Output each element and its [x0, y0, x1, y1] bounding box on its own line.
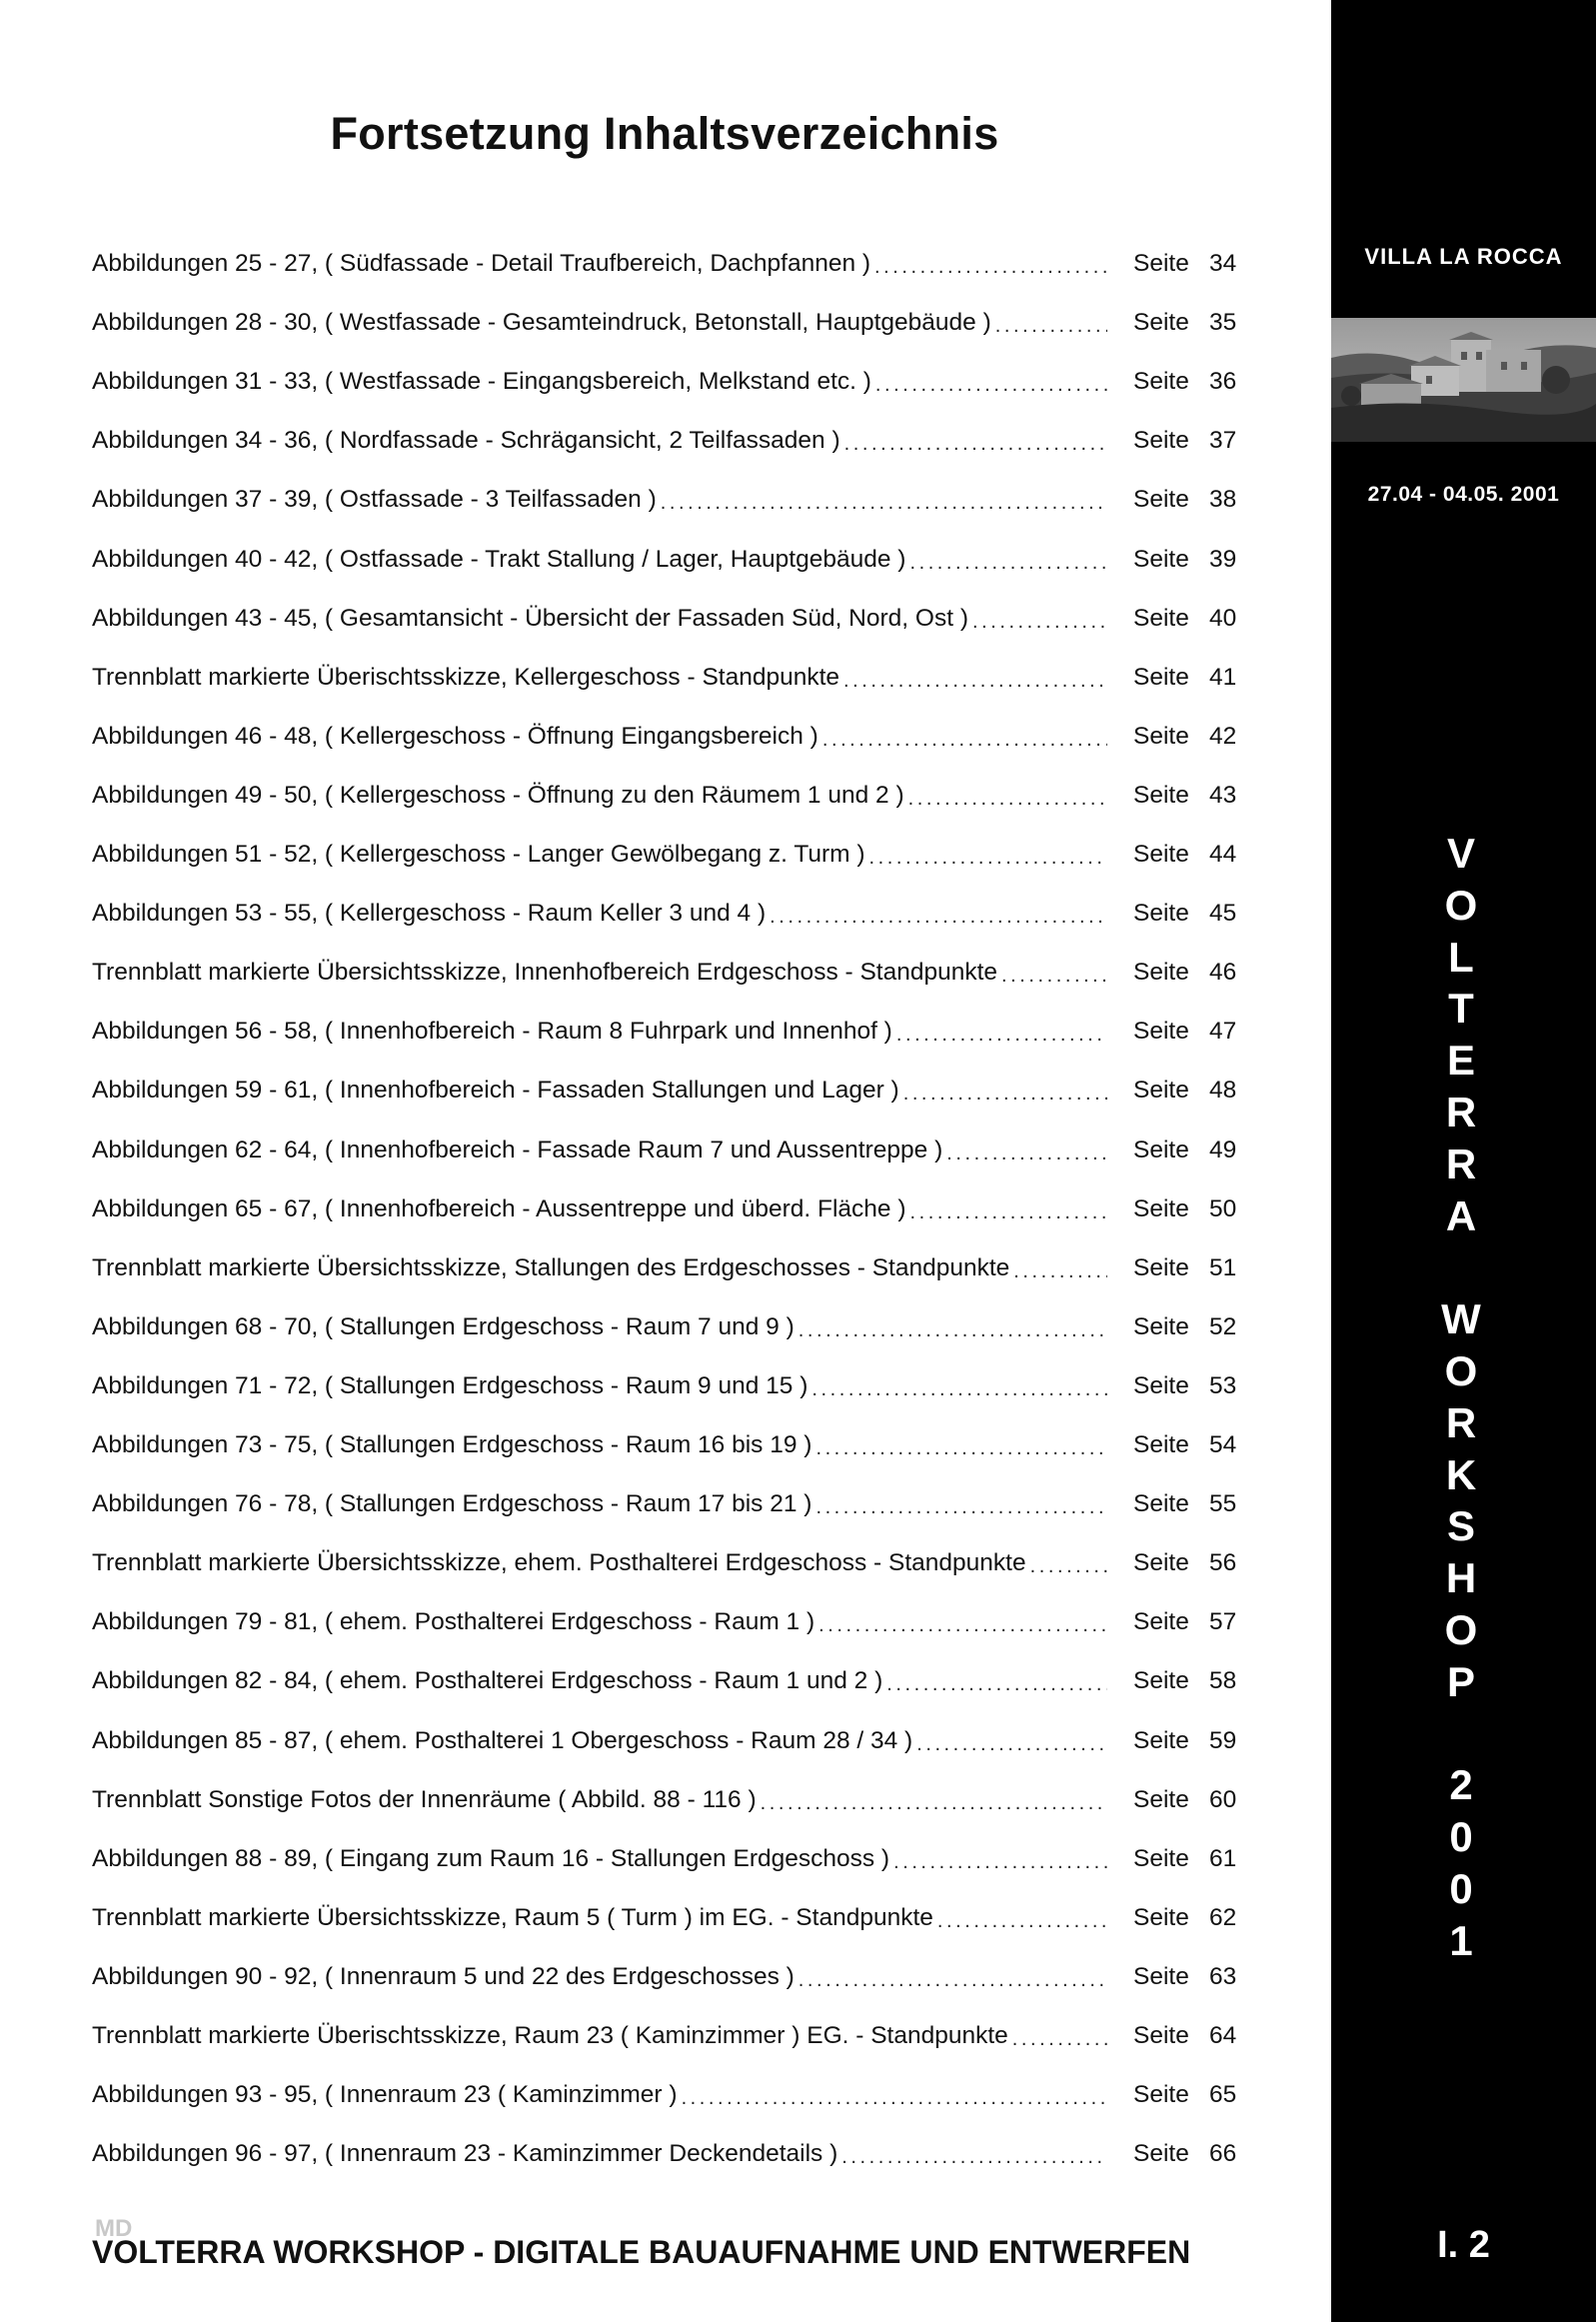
toc-entry-text: Abbildungen 59 - 61, ( Innenhofbereich - Fassaden Stallungen und Lager )	[92, 1077, 899, 1104]
toc-seite-label: Seite	[1133, 1845, 1189, 1872]
toc-row	[92, 1425, 1241, 1465]
toc-seite-label: Seite	[1133, 1608, 1189, 1635]
toc-entry-area	[92, 1018, 1111, 1046]
toc-seite-label: Seite	[1133, 841, 1189, 868]
vertical-letter: P	[1446, 1658, 1475, 1705]
dot-leader	[910, 1201, 1108, 1224]
toc-page-number: 44	[1209, 841, 1237, 868]
toc-seite-label: Seite	[1133, 427, 1189, 454]
vertical-letter: S	[1446, 1502, 1475, 1549]
toc-entry-area	[92, 368, 1111, 396]
toc-row	[92, 1898, 1241, 1938]
dot-leader	[811, 1378, 1107, 1401]
dot-leader	[908, 788, 1107, 811]
toc-row	[92, 1721, 1241, 1761]
toc-entry-area	[92, 1667, 1111, 1695]
toc-entry-text: Abbildungen 85 - 87, ( ehem. Posthalterei 1 Obergeschoss - Raum 28 / 34 )	[92, 1727, 913, 1754]
toc-entry-text: Abbildungen 37 - 39, ( Ostfassade - 3 Teilfassaden )	[92, 486, 657, 513]
toc-page-number: 37	[1209, 427, 1237, 454]
toc-entry-text: Trennblatt markierte Übersichtsskizze, ehem. Posthalterei Erdgeschoss - Standpunkte	[92, 1549, 1026, 1576]
toc-entry-area	[92, 1077, 1111, 1105]
dot-leader	[798, 1319, 1107, 1342]
toc-entry-area	[92, 1549, 1111, 1577]
toc-row	[92, 480, 1241, 520]
toc-seite-label: Seite	[1133, 1904, 1189, 1931]
vertical-letter: A	[1445, 1192, 1477, 1239]
toc-entry-area	[92, 1845, 1111, 1873]
toc-entry-area	[92, 427, 1111, 455]
toc-page-number: 38	[1209, 486, 1237, 513]
toc-entry-area	[92, 1372, 1111, 1400]
vertical-letter: 0	[1449, 1865, 1473, 1912]
workshop-dates: 27.04 - 04.05. 2001	[1367, 483, 1560, 506]
dot-leader	[937, 1910, 1107, 1933]
toc-entry-area	[92, 723, 1111, 751]
toc-entry-text: Abbildungen 88 - 89, ( Eingang zum Raum 16 - Stallungen Erdgeschoss )	[92, 1845, 890, 1872]
toc-entry-text: Abbildungen 73 - 75, ( Stallungen Erdgeschoss - Raum 16 bis 19 )	[92, 1431, 812, 1458]
toc-row	[92, 1661, 1241, 1701]
toc-page-number: 64	[1209, 2022, 1237, 2049]
toc-page-number: 54	[1209, 1431, 1237, 1458]
toc-page-number: 55	[1209, 1490, 1237, 1517]
toc-row	[92, 1131, 1241, 1170]
toc-row	[92, 1071, 1241, 1111]
dot-leader	[1001, 965, 1107, 988]
toc-row	[92, 362, 1241, 402]
toc-row	[92, 894, 1241, 934]
toc-page-number: 42	[1209, 723, 1237, 750]
toc-seite-label: Seite	[1133, 723, 1189, 750]
toc-entry-text: Trennblatt Sonstige Fotos der Innenräume ( Abbild. 88 - 116 )	[92, 1786, 757, 1813]
toc-page-number: 45	[1209, 900, 1237, 927]
vertical-letter: R	[1445, 1089, 1477, 1136]
toc-page-number: 36	[1209, 368, 1237, 395]
toc-seite-label: Seite	[1133, 1313, 1189, 1340]
dot-leader	[770, 906, 1107, 929]
toc-entry-text: Abbildungen 34 - 36, ( Nordfassade - Schrägansicht, 2 Teilfassaden )	[92, 427, 840, 454]
vertical-letter: L	[1448, 934, 1474, 981]
md-mark: MD	[95, 2215, 133, 2242]
vertical-letter: R	[1445, 1141, 1477, 1187]
toc-row	[92, 2075, 1241, 2115]
toc-page-number: 46	[1209, 959, 1237, 986]
toc-entry-text: Abbildungen 93 - 95, ( Innenraum 23 ( Kaminzimmer )	[92, 2081, 678, 2108]
toc-entry-text: Abbildungen 25 - 27, ( Südfassade - Detail Traufbereich, Dachpfannen )	[92, 250, 871, 277]
toc-entry-text: Trennblatt markierte Übersichtsskizze, Raum 5 ( Turm ) im EG. - Standpunkte	[92, 1904, 933, 1931]
toc-entry-text: Abbildungen 28 - 30, ( Westfassade - Gesamteindruck, Betonstall, Hauptgebäude )	[92, 309, 991, 336]
toc-entry-area	[92, 486, 1111, 514]
toc-seite-label: Seite	[1133, 664, 1189, 691]
dot-leader	[761, 1792, 1107, 1815]
toc-entry-area	[92, 1431, 1111, 1459]
toc-page-number: 34	[1209, 250, 1237, 277]
dot-leader	[818, 1614, 1107, 1637]
dot-leader	[822, 729, 1107, 752]
vertical-letter: O	[1444, 1606, 1478, 1653]
toc-page-number: 57	[1209, 1608, 1237, 1635]
toc-seite-label: Seite	[1133, 486, 1189, 513]
toc-entry-text: Abbildungen 43 - 45, ( Gesamtansicht - Übersicht der Fassaden Süd, Nord, Ost )	[92, 605, 968, 632]
toc-page-number: 49	[1209, 1137, 1237, 1163]
toc-entry-area	[92, 2140, 1111, 2168]
toc-seite-label: Seite	[1133, 1137, 1189, 1163]
dot-leader	[682, 2087, 1107, 2110]
toc-seite-label: Seite	[1133, 1195, 1189, 1222]
toc-entry-text: Trennblatt markierte Überischtsskizze, Raum 23 ( Kaminzimmer ) EG. - Standpunkte	[92, 2022, 1008, 2049]
toc-entry-text: Abbildungen 96 - 97, ( Innenraum 23 - Kaminzimmer Deckendetails )	[92, 2140, 838, 2167]
dot-leader	[909, 552, 1107, 575]
toc-seite-label: Seite	[1133, 1727, 1189, 1754]
toc-entry-text: Abbildungen 31 - 33, ( Westfassade - Eingangsbereich, Melkstand etc. )	[92, 368, 871, 395]
toc-row	[92, 1248, 1241, 1288]
toc-entry-text: Trennblatt markierte Übersichtsskizze, Stallungen des Erdgeschosses - Standpunkte	[92, 1254, 1010, 1281]
toc-entry-area	[92, 1254, 1111, 1282]
toc-page-number: 59	[1209, 1727, 1237, 1754]
toc-row	[92, 776, 1241, 816]
toc-seite-label: Seite	[1133, 2140, 1189, 2167]
dot-leader	[1012, 2028, 1107, 2051]
toc-page-number: 48	[1209, 1077, 1237, 1104]
dot-leader	[886, 1673, 1107, 1696]
toc-entry-area	[92, 1137, 1111, 1164]
toc-entry-text: Abbildungen 53 - 55, ( Kellergeschoss - Raum Keller 3 und 4 )	[92, 900, 767, 927]
toc-entry-text: Abbildungen 56 - 58, ( Innenhofbereich - Raum 8 Fuhrpark und Innenhof )	[92, 1018, 892, 1045]
toc-row	[92, 717, 1241, 757]
toc-entry-text: Abbildungen 40 - 42, ( Ostfassade - Trakt Stallung / Lager, Hauptgebäude )	[92, 546, 906, 573]
toc-entry-area	[92, 1490, 1111, 1518]
toc-entry-text: Abbildungen 71 - 72, ( Stallungen Erdgeschoss - Raum 9 und 15 )	[92, 1372, 808, 1399]
toc-page-number: 58	[1209, 1667, 1237, 1694]
toc-row	[92, 2134, 1241, 2174]
toc-seite-label: Seite	[1133, 1254, 1189, 1281]
page-number: I. 2	[1437, 2224, 1490, 2266]
vertical-letter: E	[1446, 1037, 1475, 1084]
toc-entry-text: Abbildungen 51 - 52, ( Kellergeschoss - Langer Gewölbegang z. Turm )	[92, 841, 865, 868]
toc-entry-text: Trennblatt markierte Überischtsskizze, Kellergeschoss - Standpunkte	[92, 664, 840, 691]
toc-page-number: 65	[1209, 2081, 1237, 2108]
toc-entry-area	[92, 2081, 1111, 2109]
toc-entry-area	[92, 1608, 1111, 1636]
vertical-letter: 2	[1449, 1761, 1473, 1808]
vertical-letter: T	[1448, 985, 1474, 1032]
vertical-letter: O	[1444, 1347, 1478, 1394]
dot-leader	[946, 1143, 1107, 1165]
toc-entry-area	[92, 309, 1111, 337]
toc-row	[92, 1484, 1241, 1524]
vertical-letter: V	[1446, 830, 1475, 877]
toc-page-number: 39	[1209, 546, 1237, 573]
dot-leader	[815, 1437, 1107, 1460]
dot-leader	[869, 847, 1107, 870]
vertical-letter: O	[1444, 882, 1478, 929]
toc-row	[92, 1012, 1241, 1052]
dot-leader	[841, 2146, 1107, 2169]
toc-seite-label: Seite	[1133, 1549, 1189, 1576]
toc-page-number: 56	[1209, 1549, 1237, 1576]
toc-entry-text: Abbildungen 79 - 81, ( ehem. Posthalterei Erdgeschoss - Raum 1 )	[92, 1608, 815, 1635]
dot-leader	[874, 256, 1107, 279]
toc-entry-text: Abbildungen 68 - 70, ( Stallungen Erdgeschoss - Raum 7 und 9 )	[92, 1313, 795, 1340]
toc-seite-label: Seite	[1133, 250, 1189, 277]
toc-page-number: 43	[1209, 782, 1237, 809]
toc-seite-label: Seite	[1133, 1372, 1189, 1399]
toc-row	[92, 599, 1241, 639]
dot-leader	[1013, 1260, 1107, 1283]
villa-photo	[1331, 318, 1596, 442]
toc-row	[92, 835, 1241, 875]
toc-entry-area	[92, 250, 1111, 278]
toc-entry-area	[92, 900, 1111, 928]
toc-page-number: 41	[1209, 664, 1237, 691]
dot-leader	[661, 492, 1107, 515]
toc-seite-label: Seite	[1133, 1786, 1189, 1813]
toc-seite-label: Seite	[1133, 309, 1189, 336]
toc-row	[92, 1189, 1241, 1229]
toc-row	[92, 953, 1241, 993]
toc-page-number: 61	[1209, 1845, 1237, 1872]
toc-page-number: 53	[1209, 1372, 1237, 1399]
toc-page-number: 62	[1209, 1904, 1237, 1931]
toc-entry-area	[92, 546, 1111, 574]
dot-leader	[893, 1851, 1107, 1874]
toc-entry-area	[92, 1963, 1111, 1991]
toc-entry-area	[92, 1313, 1111, 1341]
toc-seite-label: Seite	[1133, 1963, 1189, 1990]
toc-row	[92, 1957, 1241, 1997]
toc-entry-area	[92, 1195, 1111, 1223]
dot-leader	[916, 1733, 1107, 1756]
toc-row	[92, 540, 1241, 580]
toc-seite-label: Seite	[1133, 1018, 1189, 1045]
dot-leader	[896, 1024, 1107, 1047]
toc-entry-text: Abbildungen 46 - 48, ( Kellergeschoss - Öffnung Eingangsbereich )	[92, 723, 818, 750]
toc-seite-label: Seite	[1133, 605, 1189, 632]
toc-entry-area	[92, 1904, 1111, 1932]
toc-entry-text: Abbildungen 49 - 50, ( Kellergeschoss - Öffnung zu den Räumem 1 und 2 )	[92, 782, 904, 809]
toc-page-number: 35	[1209, 309, 1237, 336]
toc-seite-label: Seite	[1133, 546, 1189, 573]
toc-entry-area	[92, 959, 1111, 987]
toc-entry-area	[92, 1727, 1111, 1755]
toc-entry-area	[92, 841, 1111, 869]
footer-title: VOLTERRA WORKSHOP - DIGITALE BAUAUFNAHME UND ENTWERFEN	[92, 2234, 1191, 2270]
toc-row	[92, 1366, 1241, 1406]
toc-row	[92, 1307, 1241, 1347]
toc-row	[92, 421, 1241, 461]
toc-entry-text: Abbildungen 82 - 84, ( ehem. Posthalterei Erdgeschoss - Raum 1 und 2 )	[92, 1667, 883, 1694]
toc-entry-area	[92, 1786, 1111, 1814]
vertical-letter: 0	[1449, 1813, 1473, 1860]
vertical-letter: W	[1441, 1295, 1481, 1342]
toc-page-number: 50	[1209, 1195, 1237, 1222]
sidebar-title: VILLA LA ROCCA	[1364, 244, 1563, 269]
toc-entry-area	[92, 782, 1111, 810]
toc-row	[92, 1543, 1241, 1583]
vertical-letter: H	[1445, 1554, 1477, 1601]
page-title: Fortsetzung Inhaltsverzeichnis	[330, 108, 999, 159]
vertical-letter: K	[1445, 1451, 1477, 1498]
toc-seite-label: Seite	[1133, 1077, 1189, 1104]
dot-leader	[875, 374, 1107, 397]
toc-page-number: 47	[1209, 1018, 1237, 1045]
toc-row	[92, 1839, 1241, 1879]
toc-seite-label: Seite	[1133, 782, 1189, 809]
toc-page-number: 52	[1209, 1313, 1237, 1340]
dot-leader	[995, 315, 1107, 338]
toc-page-number: 66	[1209, 2140, 1237, 2167]
toc-row	[92, 303, 1241, 343]
toc-row	[92, 1780, 1241, 1820]
toc-row	[92, 1602, 1241, 1642]
toc-row	[92, 658, 1241, 698]
toc-entry-text: Abbildungen 65 - 67, ( Innenhofbereich - Aussentreppe und überd. Fläche )	[92, 1195, 906, 1222]
toc-entry-text: Trennblatt markierte Übersichtsskizze, Innenhofbereich Erdgeschoss - Standpunkte	[92, 959, 998, 986]
dot-leader	[1030, 1555, 1107, 1578]
toc-seite-label: Seite	[1133, 1667, 1189, 1694]
toc-seite-label: Seite	[1133, 1490, 1189, 1517]
toc-seite-label: Seite	[1133, 900, 1189, 927]
toc-seite-label: Seite	[1133, 1431, 1189, 1458]
vertical-letter: 1	[1449, 1917, 1473, 1964]
dot-leader	[844, 433, 1107, 456]
dot-leader	[903, 1083, 1107, 1106]
dot-leader	[798, 1969, 1107, 1992]
toc-page-number: 51	[1209, 1254, 1237, 1281]
toc-seite-label: Seite	[1133, 959, 1189, 986]
toc-entry-text: Abbildungen 62 - 64, ( Innenhofbereich - Fassade Raum 7 und Aussentreppe )	[92, 1137, 943, 1163]
dot-leader	[815, 1496, 1107, 1519]
toc-seite-label: Seite	[1133, 2081, 1189, 2108]
toc-row	[92, 2016, 1241, 2056]
toc-entry-area	[92, 605, 1111, 633]
toc-entry-area	[92, 664, 1111, 692]
toc-page-number: 60	[1209, 1786, 1237, 1813]
toc-seite-label: Seite	[1133, 368, 1189, 395]
toc-row	[92, 244, 1241, 284]
toc-entry-area	[92, 2022, 1111, 2050]
vertical-letter: R	[1445, 1399, 1477, 1446]
toc-page-number: 40	[1209, 605, 1237, 632]
dot-leader	[843, 670, 1107, 693]
toc-page-number: 63	[1209, 1963, 1237, 1990]
toc-seite-label: Seite	[1133, 2022, 1189, 2049]
toc-entry-text: Abbildungen 76 - 78, ( Stallungen Erdgeschoss - Raum 17 bis 21 )	[92, 1490, 812, 1517]
toc-entry-text: Abbildungen 90 - 92, ( Innenraum 5 und 22 des Erdgeschosses )	[92, 1963, 795, 1990]
dot-leader	[972, 611, 1107, 634]
